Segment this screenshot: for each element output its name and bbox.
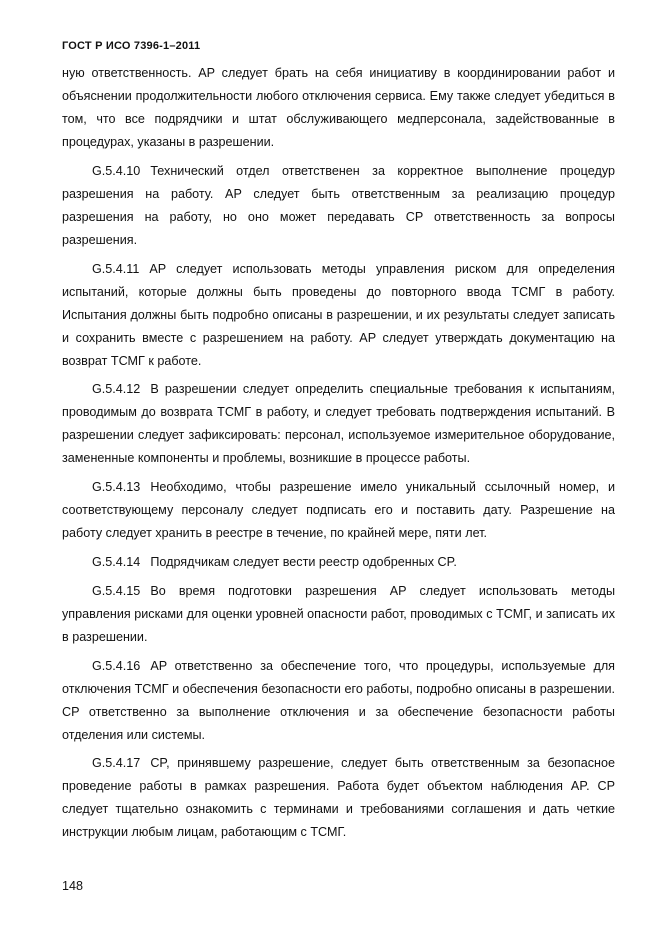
clause-number: G.5.4.10 — [92, 163, 141, 178]
clause-number: G.5.4.13 — [92, 480, 141, 495]
clause-number: G.5.4.14 — [92, 554, 141, 569]
paragraph-text: CP, принявшему разрешение, следует быть ответственным за безопасное проведение работы в рамках разрешения. Работа будет объектом наблюдения AP. CP следует тщательно ознакомить с терминами и требованиями соглашения и дать четкие инструкции любым лицам, работающим с ТСМГ. — [62, 756, 615, 840]
paragraph-text: Необходимо, чтобы разрешение имело уникальный ссылочный номер, и соответствующему персоналу следует подписать его и поставить дату. Разрешение на работу следует хранить в реестре в течение, по крайней мере, пяти лет. — [62, 480, 615, 541]
paragraph-text: Подрядчикам следует вести реестр одобренных CP. — [150, 554, 457, 569]
paragraph-g-5-4-17 — [62, 752, 615, 844]
standard-header: ГОСТ Р ИСО 7396-1–2011 — [62, 40, 201, 52]
paragraph-g-5-4-11 — [62, 258, 615, 373]
paragraph-text: AP следует использовать методы управления риском для определения испытаний, которые должны быть проведены до повторного ввода ТСМГ в работу. Испытания должны быть подробно описаны в разрешении, и их результаты следует записать и сохранить вместе с разрешением на работу. AP следует утверждать документацию на возврат ТСМГ к работе. — [62, 261, 615, 368]
paragraph-g-5-4-10 — [62, 160, 615, 252]
paragraph-g-5-4-16 — [62, 655, 615, 747]
paragraph-g-5-4-15 — [62, 580, 615, 649]
document-body — [62, 62, 615, 844]
clause-number: G.5.4.12 — [92, 382, 141, 397]
clause-number: G.5.4.17 — [92, 756, 141, 771]
paragraph-text: AP ответственно за обеспечение того, что процедуры, используемые для отключения ТСМГ и обеспечения безопасности его работы, подробно описаны в разрешении. CP ответственно за выполнение отключения и за обеспечение безопасности работы отделения или системы. — [62, 658, 615, 742]
paragraph-g-5-4-12 — [62, 378, 615, 470]
clause-number: G.5.4.16 — [92, 658, 141, 673]
clause-number: G.5.4.11 — [92, 261, 140, 276]
paragraph-continuation — [62, 62, 615, 154]
page-number: 148 — [62, 879, 84, 893]
paragraph-g-5-4-14 — [62, 551, 615, 574]
paragraph-text: Во время подготовки разрешения AP следует использовать методы управления рисками для оценки уровней опасности работ, проводимых с ТСМГ, и записать их в разрешении. — [62, 583, 615, 644]
paragraph-text: В разрешении следует определить специальные требования к испытаниям, проводимым до возврата ТСМГ в работу, и следует требовать подтверждения испытаний. В разрешении следует зафиксировать: персонал, используемое измерительное оборудование, замененные компоненты и проблемы, возникшие в процессе работы. — [62, 382, 615, 466]
paragraph-text: Технический отдел ответственен за корректное выполнение процедур разрешения на работу. AP следует быть ответственным за реализацию процедур разрешения на работу, но оно может передавать CP ответственность за вопросы разрешения. — [62, 163, 615, 247]
paragraph-text: ную ответственность. AP следует брать на себя инициативу в координировании работ и объяснении продолжительности любого отключения сервиса. Ему также следует убедиться в том, что все подрядчики и штат обслуживающего медперсонала, задействованные в процедурах, указаны в разрешении. — [62, 66, 615, 149]
paragraph-g-5-4-13 — [62, 476, 615, 545]
clause-number: G.5.4.15 — [92, 583, 141, 598]
